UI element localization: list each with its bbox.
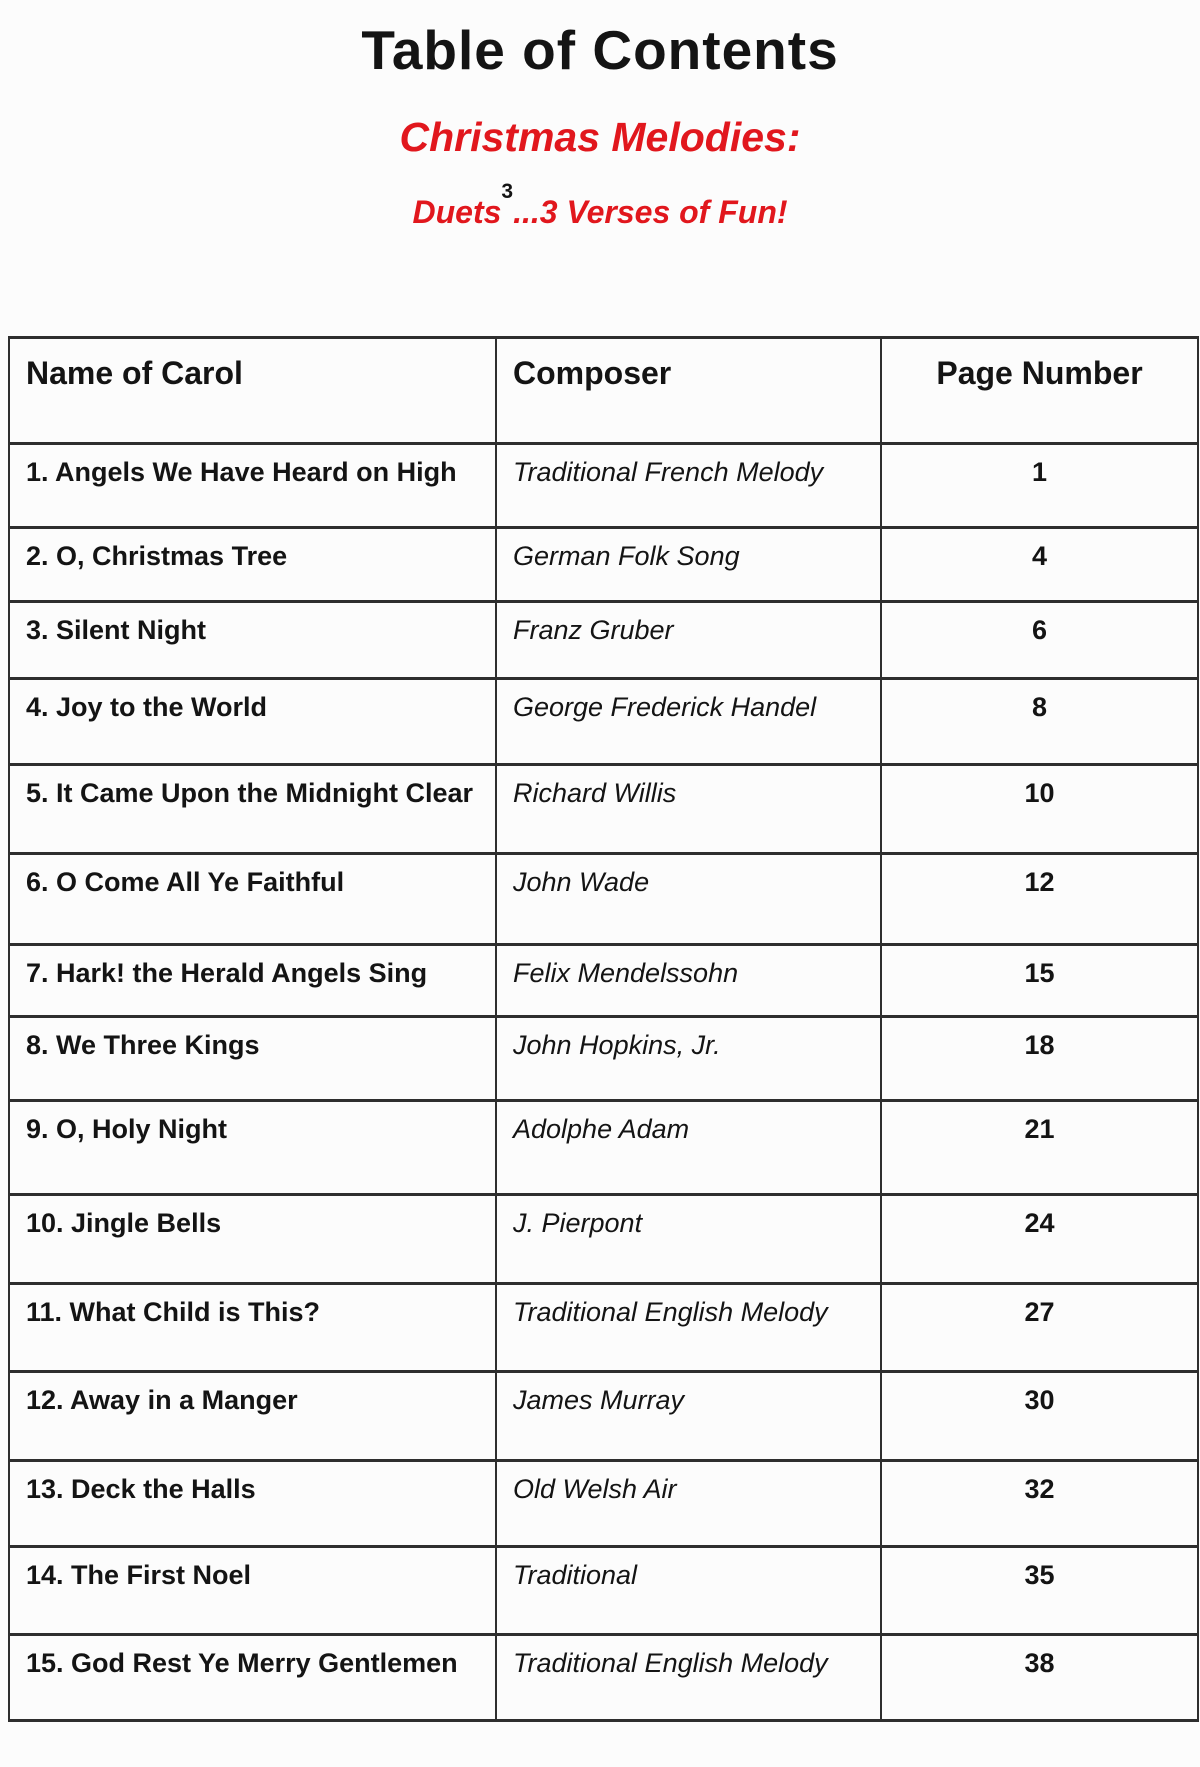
composer-cell: George Frederick Handel [496, 679, 881, 765]
page-number-cell: 24 [881, 1195, 1198, 1284]
composer-cell: John Wade [496, 854, 881, 945]
header-cell-carol-name: Name of Carol [9, 338, 496, 444]
header-row [9, 338, 1198, 444]
carol-name-cell: 10. Jingle Bells [9, 1195, 496, 1284]
table-row [9, 679, 1198, 765]
page-number-cell: 4 [881, 528, 1198, 602]
table-row [9, 1284, 1198, 1372]
tagline-superscript: 3 [501, 180, 514, 204]
composer-cell: Felix Mendelssohn [496, 945, 881, 1017]
composer-cell: Traditional [496, 1547, 881, 1635]
page-number-cell: 12 [881, 854, 1198, 945]
page-number-cell: 38 [881, 1635, 1198, 1721]
carol-name-cell: 14. The First Noel [9, 1547, 496, 1635]
tagline-post: ...3 Verses of Fun! [513, 194, 788, 230]
page-title: Table of Contents [361, 19, 839, 81]
carol-name-cell: 5. It Came Upon the Midnight Clear [9, 765, 496, 854]
carol-name-cell: 1. Angels We Have Heard on High [9, 444, 496, 528]
page-number-cell: 18 [881, 1017, 1198, 1101]
composer-cell: German Folk Song [496, 528, 881, 602]
table-row [9, 1372, 1198, 1461]
tagline-pre: Duets [412, 194, 502, 230]
book-tagline [0, 180, 1200, 231]
carol-name-cell: 11. What Child is This? [9, 1284, 496, 1372]
page-number-cell: 6 [881, 602, 1198, 679]
composer-cell: J. Pierpont [496, 1195, 881, 1284]
page-number-cell: 10 [881, 765, 1198, 854]
toc-table-header [9, 338, 1198, 444]
carol-name-cell: 12. Away in a Manger [9, 1372, 496, 1461]
table-row [9, 854, 1198, 945]
table-row [9, 444, 1198, 528]
composer-cell: Franz Gruber [496, 602, 881, 679]
carol-name-cell: 4. Joy to the World [9, 679, 496, 765]
composer-cell: Traditional English Melody [496, 1635, 881, 1721]
toc-table-body [9, 444, 1198, 1721]
table-row [9, 1635, 1198, 1721]
carol-name-cell: 2. O, Christmas Tree [9, 528, 496, 602]
composer-cell: Traditional English Melody [496, 1284, 881, 1372]
carol-name-cell: 8. We Three Kings [9, 1017, 496, 1101]
table-row [9, 1101, 1198, 1195]
composer-cell: Richard Willis [496, 765, 881, 854]
table-row [9, 602, 1198, 679]
table-row [9, 1461, 1198, 1547]
page-number-cell: 30 [881, 1372, 1198, 1461]
page-number-cell: 27 [881, 1284, 1198, 1372]
carol-name-cell: 15. God Rest Ye Merry Gentlemen [9, 1635, 496, 1721]
page-number-cell: 21 [881, 1101, 1198, 1195]
page-number-cell: 32 [881, 1461, 1198, 1547]
carol-name-cell: 6. O Come All Ye Faithful [9, 854, 496, 945]
page-number-cell: 8 [881, 679, 1198, 765]
toc-table [8, 336, 1199, 1722]
header-cell-page-number: Page Number [881, 338, 1198, 444]
table-row [9, 1195, 1198, 1284]
carol-name-cell: 7. Hark! the Herald Angels Sing [9, 945, 496, 1017]
composer-cell: Old Welsh Air [496, 1461, 881, 1547]
carol-name-cell: 3. Silent Night [9, 602, 496, 679]
page-number-cell: 35 [881, 1547, 1198, 1635]
composer-cell: Adolphe Adam [496, 1101, 881, 1195]
table-row [9, 945, 1198, 1017]
table-row [9, 1017, 1198, 1101]
composer-cell: James Murray [496, 1372, 881, 1461]
carol-name-cell: 9. O, Holy Night [9, 1101, 496, 1195]
table-row [9, 765, 1198, 854]
composer-cell: John Hopkins, Jr. [496, 1017, 881, 1101]
table-row [9, 1547, 1198, 1635]
page-number-cell: 1 [881, 444, 1198, 528]
carol-name-cell: 13. Deck the Halls [9, 1461, 496, 1547]
page-number-cell: 15 [881, 945, 1198, 1017]
header-cell-composer: Composer [496, 338, 881, 444]
book-subtitle: Christmas Melodies: [399, 114, 801, 160]
composer-cell: Traditional French Melody [496, 444, 881, 528]
table-row [9, 528, 1198, 602]
